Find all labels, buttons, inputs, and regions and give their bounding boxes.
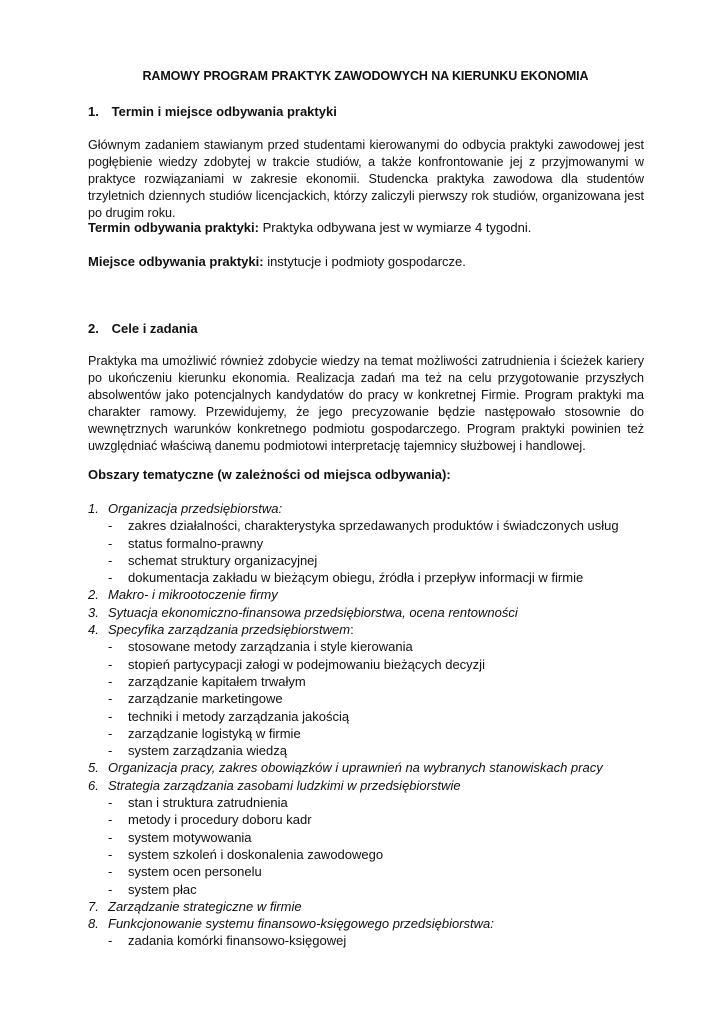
bullet-dash: - [108,691,113,707]
area-title-suffix: : [350,622,354,638]
bullet-dash: - [108,673,113,689]
area-title: Organizacja przedsiębiorstwa: [108,501,283,516]
bullet-dash: - [108,518,113,534]
place-label: Miejsce odbywania praktyki: [88,254,264,269]
area-number: 7. [88,898,99,914]
area-subitem [88,846,648,863]
bullet-dash: - [108,535,113,551]
section-2-paragraph: Praktyka ma umożliwić również zdobycie wiedzy na temat możliwości zatrudnienia i ścieżek kariery po ukończeniu kierunku ekonomia. Realizacja zadań ma też na celu przygotowanie przyszłych absolwentów jako potencjalnych kandydatów do pracy w konkretnej Firmie. Program praktyki ma charakter ramowy. Przewidujemy, że jego precyzowanie będzie następowało stosownie do wewnętrznych warunków konkretnego podmiotu gospodarczego. Program praktyki powinien też uwzględniać właściwą danemu podmiotowi interpretację tajemnicy służbowej i handlowej. [88,354,644,453]
area-number: 2. [88,587,99,603]
area-item [88,759,648,776]
bullet-dash: - [108,795,113,811]
area-subitem-text: zarządzanie logistyką w firmie [128,725,301,741]
area-subitem-text: stan i struktura zatrudnienia [128,795,288,811]
section-1-heading [88,103,337,120]
area-title: Zarządzanie strategiczne w firmie [108,898,302,914]
area-subitem-text: zadania komórki finansowo-księgowej [128,933,347,949]
area-subitem [88,569,648,586]
area-subitem [88,811,648,828]
area-number: 5. [88,760,99,776]
area-item [88,915,648,932]
area-subitem-text: metody i procedury doboru kadr [128,812,312,828]
bullet-dash: - [108,570,113,586]
bullet-dash: - [108,639,113,655]
area-subitem [88,552,648,569]
place-value: instytucje i podmioty gospodarcze. [263,254,466,269]
area-subitem-text: techniki i metody zarządzania jakością [128,708,350,724]
area-title: Funkcjonowanie systemu finansowo-księgowego przedsiębiorstwa: [108,916,494,932]
area-title: Sytuacja ekonomiczno-finansowa przedsiębiorstwa, ocena rentowności [108,604,518,620]
area-item [88,604,648,621]
area-subitem-text: status formalno-prawny [128,535,264,551]
area-item [88,586,648,603]
area-title: Strategia zarządzania zasobami ludzkimi w przedsiębiorstwie [108,777,461,793]
section-1-title: Termin i miejsce odbywania praktyki [111,104,337,119]
area-subitem [88,656,648,673]
area-subitem [88,690,648,707]
area-number: 1. [88,501,99,516]
term-value: Praktyka odbywana jest w wymiarze 4 tygodni. [258,220,532,235]
area-subitem-text: system ocen personelu [128,864,262,880]
area-number: 3. [88,604,99,620]
area-subitem [88,708,648,725]
areas-heading: Obszary tematyczne (w zależności od miejsca odbywania): [88,467,451,482]
areas-list [88,500,648,950]
bullet-dash: - [108,743,113,759]
bullet-dash: - [108,933,113,949]
area-subitem [88,932,648,949]
area-subitem-text: system szkoleń i doskonalenia zawodowego [128,846,384,862]
area-title: Makro- i mikrootoczenie firmy [108,587,278,603]
area-subitem-text: dokumentacja zakładu w bieżącym obiegu, źródła i przepływ informacji w firmie [128,570,584,586]
bullet-dash: - [108,812,113,828]
bullet-dash: - [108,708,113,724]
area-number: 4. [88,622,99,638]
area-number: 8. [88,916,99,932]
area-subitem [88,881,648,898]
bullet-dash: - [108,829,113,845]
term-label: Termin odbywania praktyki: [88,220,259,235]
bullet-dash: - [108,864,113,880]
area-subitem [88,535,648,552]
bullet-dash: - [108,725,113,741]
area-subitem [88,517,648,534]
area-subitem [88,725,648,742]
area-subitem [88,638,648,655]
place-line [88,253,466,270]
section-2-heading [88,320,198,337]
area-item [88,500,648,517]
area-item [88,898,648,915]
section-1-number: 1. [88,104,99,119]
area-subitem [88,863,648,880]
term-line [88,219,531,236]
area-subitem-text: zakres działalności, charakterystyka sprzedawanych produktów i świadczonych usług [128,518,619,534]
section-2-number: 2. [88,321,99,336]
area-item [88,621,648,638]
bullet-dash: - [108,846,113,862]
area-subitem-text: zarządzanie marketingowe [128,691,283,707]
area-title: Specyfika zarządzania przedsiębiorstwem [108,622,351,638]
area-subitem [88,829,648,846]
area-subitem [88,794,648,811]
area-number: 6. [88,777,99,793]
area-title: Organizacja pracy, zakres obowiązków i uprawnień na wybranych stanowiskach pracy [108,760,603,776]
section-2-title: Cele i zadania [111,321,198,336]
area-subitem [88,673,648,690]
document-title: RAMOWY PROGRAM PRAKTYK ZAWODOWYCH NA KIERUNKU EKONOMIA [142,69,589,83]
area-subitem-text: zarządzanie kapitałem trwałym [128,673,306,689]
area-subitem-text: stosowane metody zarządzania i style kierowania [128,639,413,655]
bullet-dash: - [108,656,113,672]
area-subitem-text: stopień partycypacji załogi w podejmowaniu bieżących decyzji [128,656,485,672]
bullet-dash: - [108,552,113,568]
area-subitem-text: system motywowania [128,829,252,845]
area-subitem-text: schemat struktury organizacyjnej [128,552,318,568]
bullet-dash: - [108,881,113,897]
area-subitem-text: system zarządzania wiedzą [128,743,287,759]
area-subitem [88,742,648,759]
area-item [88,777,648,794]
area-subitem-text: system płac [128,881,197,897]
section-1-paragraph: Głównym zadaniem stawianym przed studentami kierowanymi do odbycia praktyki zawodowej jest pogłębienie wiedzy zdobytej w trakcie studiów, a także konfrontowanie jej z przyjmowanymi w praktyce rozwiązaniami w zakresie ekonomii. Studencka praktyka zawodowa dla studentów trzyletnich dziennych studiów licencjackich, którzy zaliczyli pierwszy rok studiów, organizowana jest po drugim roku. [88,138,644,220]
